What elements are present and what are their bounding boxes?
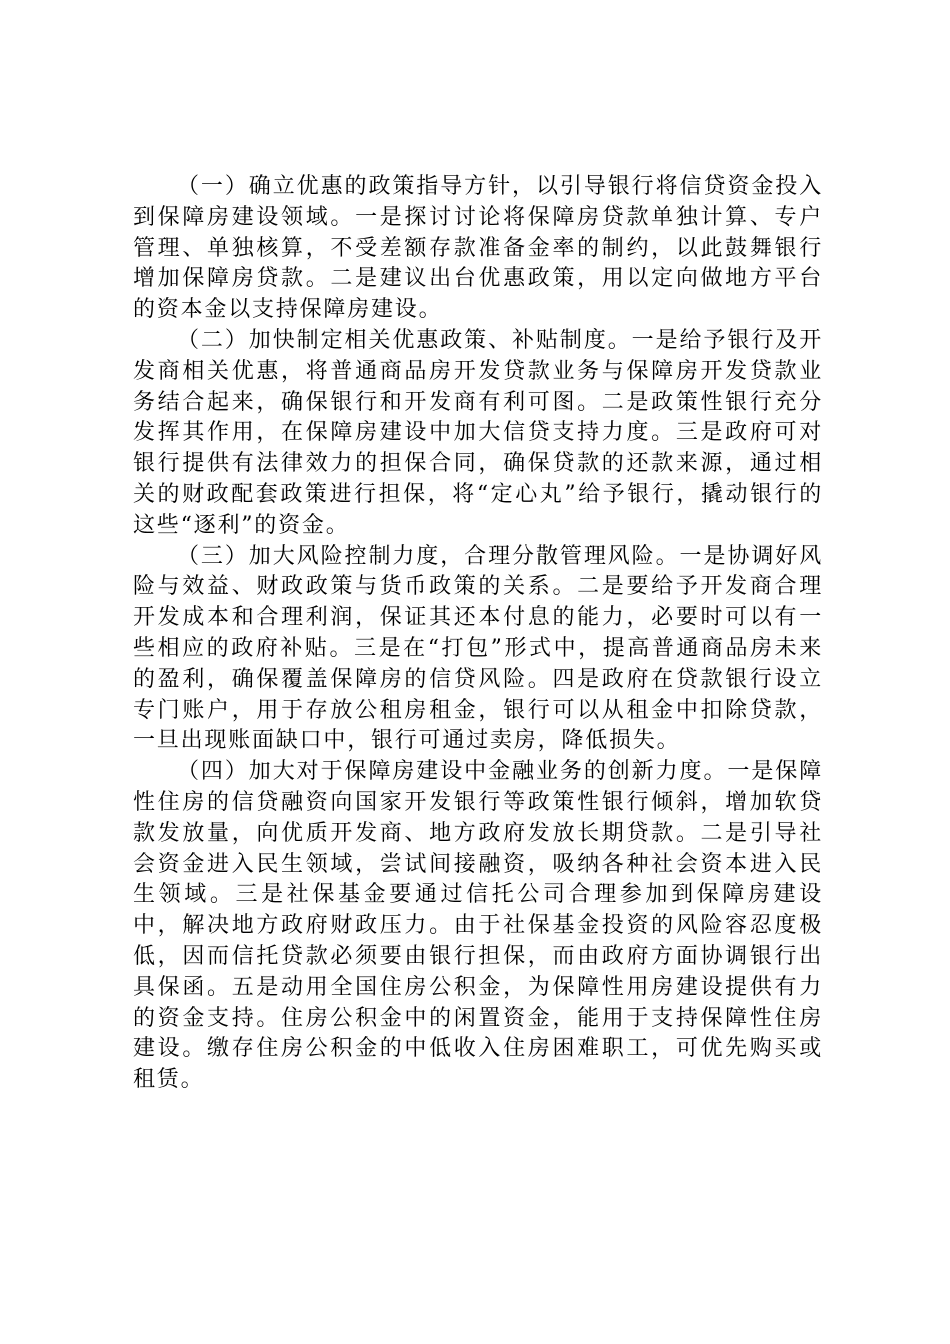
paragraph-1: （一）确立优惠的政策指导方针，以引导银行将信贷资金投入到保障房建设领域。一是探讨讨论将保障房贷款单独计算、专户管理、单独核算，不受差额存款准备金率的制约，以此鼓舞银行增加保障房贷款。二是建议出台优惠政策，用以定向做地方平台的资本金以支持保障房建设。 [133,174,823,323]
paragraph-4: （四）加大对于保障房建设中金融业务的创新力度。一是保障性住房的信贷融资向国家开发银行等政策性银行倾斜，增加软贷款发放量，向优质开发商、地方政府发放长期贷款。二是引导社会资金进入民生领域，尝试间接融资，吸纳各种社会资本进入民生领域。三是社保基金要通过信托公司合理参加到保障房建设中，解决地方政府财政压力。由于社保基金投资的风险容忍度极低，因而信托贷款必须要由银行担保，而由政府方面协调银行出具保函。五是动用全国住房公积金，为保障性用房建设提供有力的资金支持。住房公积金中的闲置资金，能用于支持保障性住房建设。缴存住房公积金的中低收入住房困难职工，可优先购买或租赁。 [133,759,823,1093]
document-body [133,172,823,1096]
paragraph-3: （三）加大风险控制力度，合理分散管理风险。一是协调好风险与效益、财政政策与货币政策的关系。二是要给予开发商合理开发成本和合理利润，保证其还本付息的能力，必要时可以有一些相应的政府补贴。三是在“打包”形式中，提高普通商品房未来的盈利，确保覆盖保障房的信贷风险。四是政府在贷款银行设立专门账户，用于存放公租房租金，银行可以从租金中扣除贷款，一旦出现账面缺口中，银行可通过卖房，降低损失。 [133,543,823,754]
paragraph-2: （二）加快制定相关优惠政策、补贴制度。一是给予银行及开发商相关优惠，将普通商品房开发贷款业务与保障房开发贷款业务结合起来，确保银行和开发商有利可图。二是政策性银行充分发挥其作用，在保障房建设中加大信贷支持力度。三是政府可对银行提供有法律效力的担保合同，确保贷款的还款来源，通过相关的财政配套政策进行担保，将“定心丸”给予银行，撬动银行的这些“逐利”的资金。 [133,327,823,538]
